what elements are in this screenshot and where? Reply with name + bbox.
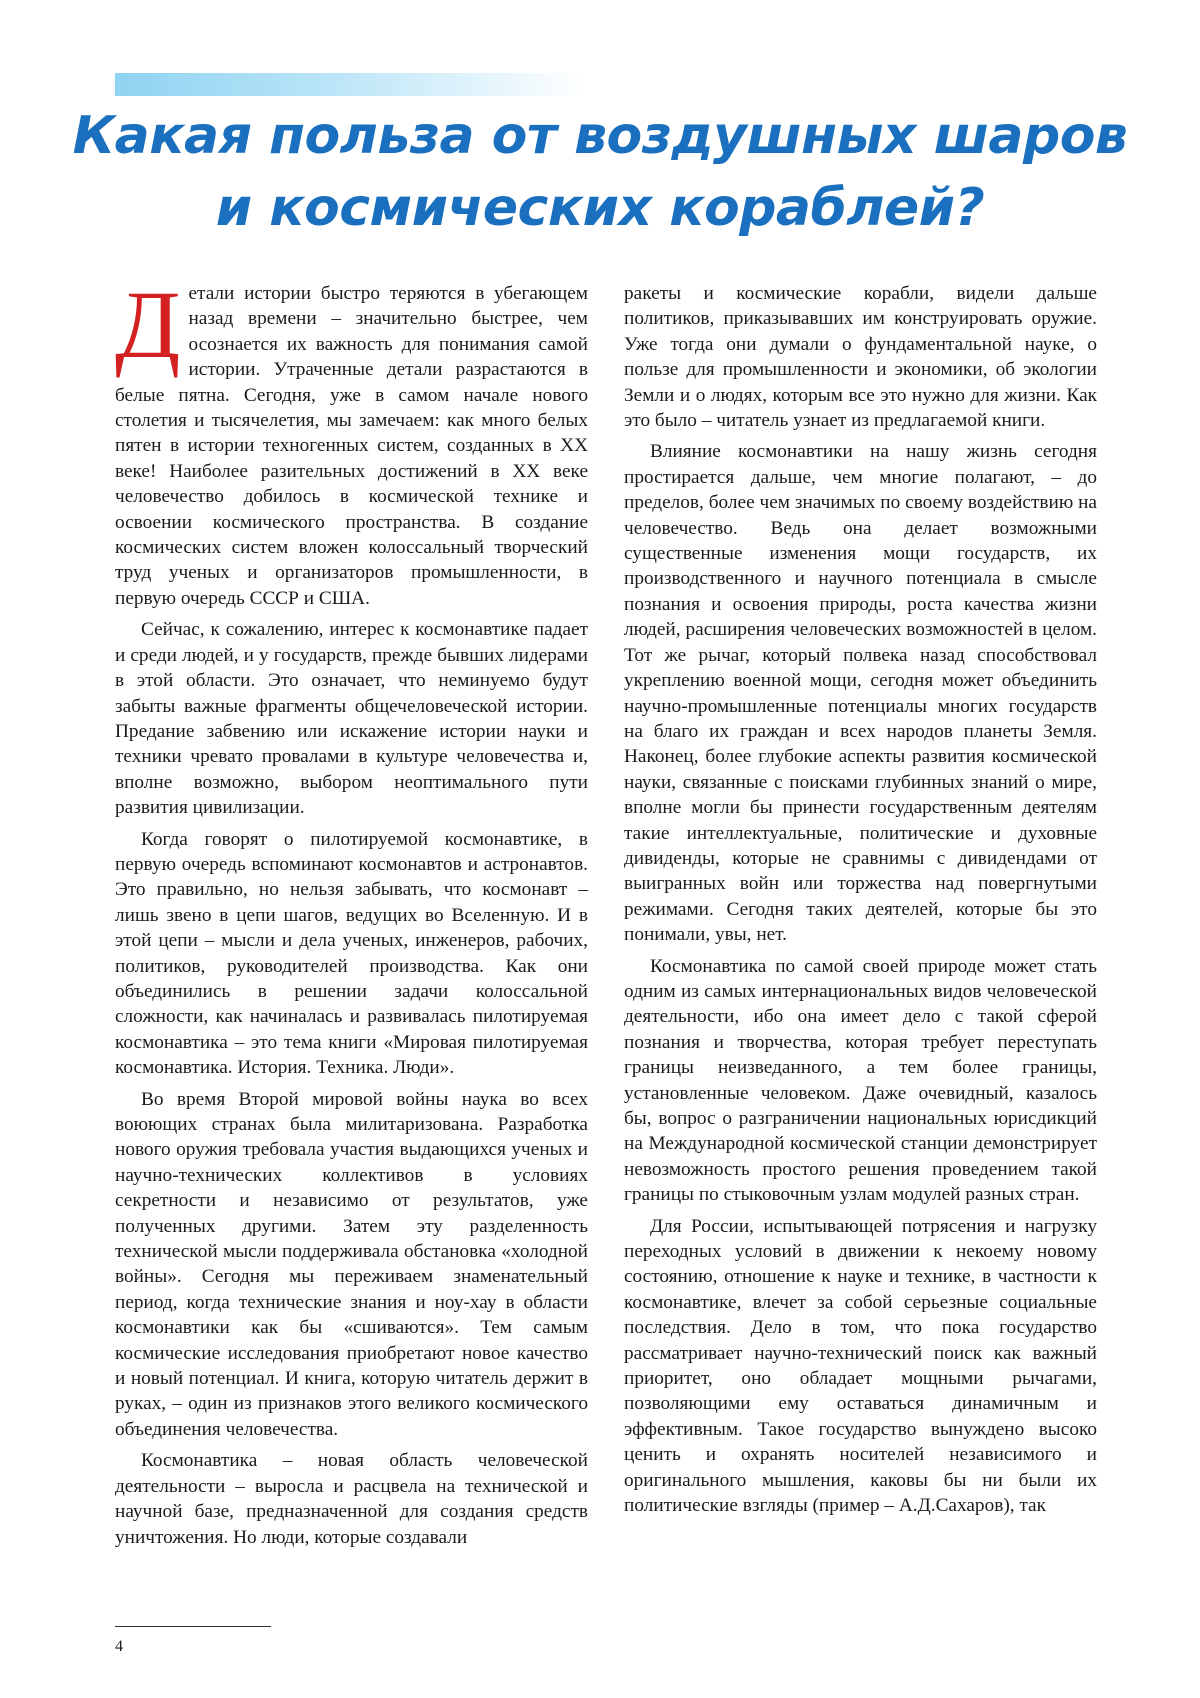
paragraph: Космонавтика – новая область человеческой деятельности – выросла и расцвела на технической и научной базе, предназначенной для создания средств уничтожения. Но люди, которые создавали — [115, 1450, 588, 1548]
right-column — [624, 281, 1097, 1525]
paragraph — [115, 271, 588, 611]
footer-rule — [115, 1626, 271, 1627]
paragraph: Сейчас, к сожалению, интерес к космонавтике падает и среди людей, и у государств, прежде бывших лидерами в этой области. Это означает, что неминуемо будут забыты важные фрагменты общечеловеческой истории. Предание забвению или искажение истории науки и техники чревато провалами в культуре человечества и, вполне возможно, выбором неоптимального пути развития цивилизации. — [115, 619, 588, 819]
paragraph: Космонавтика по самой своей природе может стать одним из самых интернациональных видов человеческой деятельности, ибо она имеет дело с такой сферой познания и творчества, которая требует переступать границы неизведанного, а тем более границы, установленные человеком. Даже очевидный, казалось бы, вопрос о разграничении национальных юрисдикций на Международной космической станции демонстрирует невозможность простого решения проведением такой границы по стыковочным узлам модулей разных стран. — [624, 955, 1097, 1206]
drop-cap: Д — [115, 271, 181, 378]
page-title — [0, 100, 1200, 244]
paragraph-text: етали истории быстро теряются в убегающем назад времени – значительно быстрее, чем осознается их важность для понимания самой истории. Утраченные детали разрастаются в белые пятна. Сегодня, уже в самом начале нового столетия и тысячелетия, мы замечаем: как много белых пятен в истории техногенных систем, созданных в ХХ веке! Наиболее разительных достижений в ХХ веке человечество добилось в космической технике и освоении космического пространства. В создание космических систем вложен колоссальный творческий труд ученых и организаторов промышленности, в первую очередь СССР и США. — [115, 283, 588, 609]
paragraph: Во время Второй мировой войны наука во всех воюющих странах была милитаризована. Разработка нового оружия требовала участия выдающихся ученых и научно-технических коллективов в условиях секретности и независимо от результатов, уже полученных другими. Затем эту разделенность технической мысли поддерживала обстановка «холодной войны». Сегодня мы переживаем знаменательный период, когда технические знания и ноу-хау в области космонавтики как бы «сшиваются». Тем самым космические исследования приобретают новое качество и новый потенциал. И книга, которую читатель держит в руках, – один из признаков этого великого космического объединения человечества. — [115, 1088, 588, 1440]
paragraph: Когда говорят о пилотируемой космонавтике, в первую очередь вспоминают космонавтов и астронавтов. Это правильно, но нельзя забывать, что космонавт – лишь звено в цепи шагов, ведущих во Вселенную. И в этой цепи – мысли и дела ученых, инженеров, рабочих, политиков, руководителей производства. Как они объединились в решении задачи колоссальной сложности, как начиналась и развивалась пилотируемая космонавтика – это тема книги «Мировая пилотируемая космонавтика. История. Техника. Люди». — [115, 828, 588, 1079]
paragraph: Влияние космонавтики на нашу жизнь сегодня простирается дальше, чем многие полагают, – до пределов, более чем значимых по своему воздействию на человечество. Ведь она делает возможными существенные изменения мощи государств, их производственного и научного потенциала в смысле познания и освоения природы, роста качества жизни людей, расширения человеческих возможностей в целом. Тот же рычаг, который полвека назад способствовал укреплению военной мощи, сегодня может объединить научно-промышленные потенциалы многих государств на благо их граждан и всех народов планеты Земля. Наконец, более глубокие аспекты развития космической науки, связанные с поисками глубинных знаний о мире, вполне могли бы принести государственным деятелям такие интеллектуальные, политические и духовные дивиденды, которые не сравнимы с дивидендами от выигранных войн или торжества над повергнутыми режимами. Сегодня таких деятелей, которые бы это понимали, увы, нет. — [624, 441, 1097, 946]
header-color-band — [115, 73, 585, 96]
title-line-2: и космических кораблей? — [215, 178, 985, 238]
paragraph: Для России, испытывающей потрясения и нагрузку переходных условий в движении к некоему новому состоянию, отношение к науке и технике, в частности к космонавтике, влечет за собой серьезные социальные последствия. Дело в том, что пока государство рассматривает научно-технический поиск как важный приоритет, оно обладает мощными рычагами, позволяющими ему оставаться динамичным и эффективным. Такое государство вынуждено высоко ценить и охранять носителей независимого и оригинального мышления, каковы бы ни были их политические взгляды (пример – А.Д.Сахаров), так — [624, 1215, 1097, 1517]
title-line-1: Какая польза от воздушных шаров — [72, 106, 1128, 166]
page-number: 4 — [115, 1638, 123, 1655]
paragraph: ракеты и космические корабли, видели дальше политиков, приказывавших им конструировать оружие. Уже тогда они думали о фундаментальной науке, о пользе для промышленности и экономики, об экологии Земли и о людях, которым все это нужно для жизни. Как это было – читатель узнает из предлагаемой книги. — [624, 283, 1097, 432]
left-column — [115, 271, 588, 1556]
